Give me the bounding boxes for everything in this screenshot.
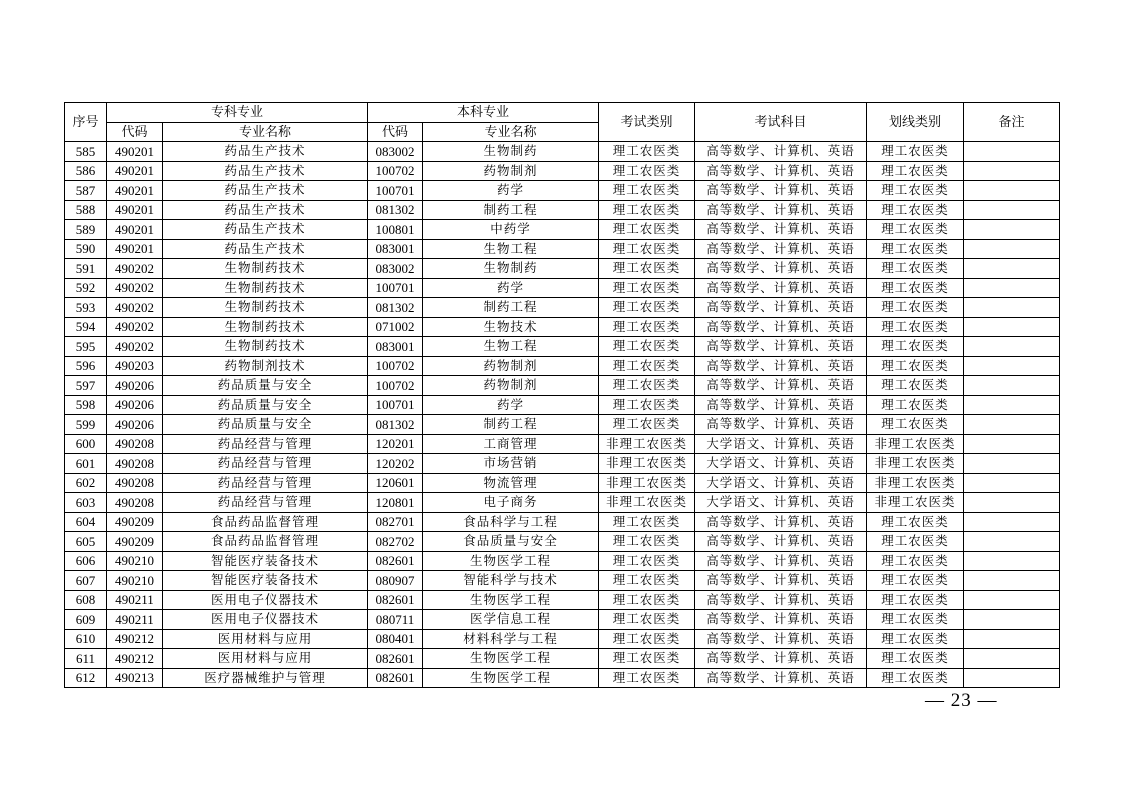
- cell-specialty-name: 智能医疗装备技术: [163, 571, 368, 591]
- cell-line-category: 理工农医类: [867, 259, 964, 279]
- cell-specialty-code: 490202: [107, 317, 163, 337]
- cell-remarks: [964, 610, 1060, 630]
- cell-exam-category: 理工农医类: [599, 532, 695, 552]
- cell-specialty-code: 490202: [107, 259, 163, 279]
- cell-line-category: 非理工农医类: [867, 434, 964, 454]
- cell-seq: 596: [65, 356, 107, 376]
- cell-undergrad-name: 生物制药: [423, 142, 599, 162]
- cell-seq: 586: [65, 161, 107, 181]
- cell-seq: 597: [65, 376, 107, 396]
- cell-seq: 609: [65, 610, 107, 630]
- cell-specialty-name: 医用材料与应用: [163, 629, 368, 649]
- cell-exam-category: 理工农医类: [599, 181, 695, 201]
- cell-specialty-name: 药品生产技术: [163, 200, 368, 220]
- cell-undergrad-code: 081302: [368, 200, 423, 220]
- cell-exam-subjects: 高等数学、计算机、英语: [695, 376, 867, 396]
- cell-specialty-name: 生物制药技术: [163, 278, 368, 298]
- cell-undergrad-name: 药学: [423, 395, 599, 415]
- cell-line-category: 理工农医类: [867, 142, 964, 162]
- cell-line-category: 理工农医类: [867, 649, 964, 669]
- cell-exam-subjects: 高等数学、计算机、英语: [695, 239, 867, 259]
- cell-exam-subjects: 大学语文、计算机、英语: [695, 473, 867, 493]
- table-row: [65, 668, 1060, 688]
- cell-exam-category: 理工农医类: [599, 610, 695, 630]
- cell-seq: 603: [65, 493, 107, 513]
- cell-undergrad-code: 083002: [368, 142, 423, 162]
- cell-exam-subjects: 高等数学、计算机、英语: [695, 161, 867, 181]
- cell-line-category: 理工农医类: [867, 415, 964, 435]
- cell-exam-subjects: 高等数学、计算机、英语: [695, 415, 867, 435]
- cell-exam-category: 理工农医类: [599, 161, 695, 181]
- cell-remarks: [964, 649, 1060, 669]
- cell-undergrad-name: 生物医学工程: [423, 649, 599, 669]
- cell-remarks: [964, 356, 1060, 376]
- cell-exam-subjects: 高等数学、计算机、英语: [695, 649, 867, 669]
- cell-specialty-name: 药品经营与管理: [163, 473, 368, 493]
- cell-undergrad-name: 药学: [423, 181, 599, 201]
- cell-remarks: [964, 629, 1060, 649]
- cell-undergrad-code: 082701: [368, 512, 423, 532]
- cell-undergrad-code: 100701: [368, 278, 423, 298]
- cell-seq: 605: [65, 532, 107, 552]
- table-row: [65, 200, 1060, 220]
- cell-exam-subjects: 高等数学、计算机、英语: [695, 317, 867, 337]
- cell-remarks: [964, 473, 1060, 493]
- cell-seq: 585: [65, 142, 107, 162]
- cell-exam-subjects: 高等数学、计算机、英语: [695, 298, 867, 318]
- cell-exam-subjects: 高等数学、计算机、英语: [695, 395, 867, 415]
- cell-exam-category: 理工农医类: [599, 668, 695, 688]
- cell-remarks: [964, 395, 1060, 415]
- cell-line-category: 理工农医类: [867, 571, 964, 591]
- cell-undergrad-name: 药物制剂: [423, 161, 599, 181]
- cell-undergrad-code: 081302: [368, 415, 423, 435]
- cell-remarks: [964, 512, 1060, 532]
- cell-specialty-name: 医用电子仪器技术: [163, 590, 368, 610]
- cell-undergrad-name: 工商管理: [423, 434, 599, 454]
- cell-line-category: 理工农医类: [867, 532, 964, 552]
- cell-remarks: [964, 220, 1060, 240]
- major-mapping-table: [64, 102, 1060, 688]
- cell-specialty-code: 490202: [107, 278, 163, 298]
- table-row: [65, 278, 1060, 298]
- header-undergrad-name: 专业名称: [423, 123, 599, 142]
- cell-exam-category: 非理工农医类: [599, 473, 695, 493]
- cell-seq: 602: [65, 473, 107, 493]
- cell-remarks: [964, 259, 1060, 279]
- header-specialty-name: 专业名称: [163, 123, 368, 142]
- cell-exam-category: 理工农医类: [599, 649, 695, 669]
- cell-exam-category: 理工农医类: [599, 356, 695, 376]
- cell-seq: 590: [65, 239, 107, 259]
- cell-exam-subjects: 高等数学、计算机、英语: [695, 668, 867, 688]
- cell-remarks: [964, 142, 1060, 162]
- table-row: [65, 356, 1060, 376]
- cell-line-category: 理工农医类: [867, 298, 964, 318]
- cell-specialty-code: 490201: [107, 161, 163, 181]
- header-line-category: 划线类别: [867, 103, 964, 142]
- table-row: [65, 337, 1060, 357]
- table-row: [65, 317, 1060, 337]
- cell-undergrad-name: 制药工程: [423, 200, 599, 220]
- cell-undergrad-code: 080401: [368, 629, 423, 649]
- cell-undergrad-code: 083001: [368, 239, 423, 259]
- table-row: [65, 415, 1060, 435]
- cell-undergrad-name: 生物工程: [423, 239, 599, 259]
- cell-specialty-name: 药品经营与管理: [163, 454, 368, 474]
- cell-specialty-name: 智能医疗装备技术: [163, 551, 368, 571]
- cell-undergrad-code: 071002: [368, 317, 423, 337]
- cell-line-category: 理工农医类: [867, 610, 964, 630]
- cell-exam-category: 理工农医类: [599, 590, 695, 610]
- cell-undergrad-name: 市场营销: [423, 454, 599, 474]
- cell-specialty-code: 490201: [107, 181, 163, 201]
- cell-line-category: 理工农医类: [867, 590, 964, 610]
- table-row: [65, 239, 1060, 259]
- cell-exam-category: 理工农医类: [599, 278, 695, 298]
- cell-seq: 595: [65, 337, 107, 357]
- cell-specialty-code: 490206: [107, 395, 163, 415]
- cell-undergrad-name: 食品质量与安全: [423, 532, 599, 552]
- cell-specialty-name: 药品质量与安全: [163, 415, 368, 435]
- cell-specialty-name: 药品生产技术: [163, 161, 368, 181]
- cell-exam-category: 理工农医类: [599, 337, 695, 357]
- cell-specialty-name: 食品药品监督管理: [163, 512, 368, 532]
- cell-undergrad-name: 生物医学工程: [423, 551, 599, 571]
- table-row: [65, 649, 1060, 669]
- cell-seq: 591: [65, 259, 107, 279]
- cell-exam-category: 理工农医类: [599, 512, 695, 532]
- table-row: [65, 512, 1060, 532]
- cell-undergrad-name: 制药工程: [423, 415, 599, 435]
- table-row: [65, 532, 1060, 552]
- cell-specialty-name: 医疗器械维护与管理: [163, 668, 368, 688]
- cell-exam-subjects: 高等数学、计算机、英语: [695, 610, 867, 630]
- cell-specialty-name: 生物制药技术: [163, 259, 368, 279]
- cell-specialty-code: 490210: [107, 571, 163, 591]
- cell-undergrad-name: 药物制剂: [423, 376, 599, 396]
- cell-line-category: 理工农医类: [867, 181, 964, 201]
- cell-undergrad-code: 080711: [368, 610, 423, 630]
- cell-specialty-name: 医用材料与应用: [163, 649, 368, 669]
- cell-specialty-name: 生物制药技术: [163, 317, 368, 337]
- cell-remarks: [964, 571, 1060, 591]
- cell-specialty-code: 490211: [107, 590, 163, 610]
- table-row: [65, 493, 1060, 513]
- header-seq: 序号: [65, 103, 107, 142]
- table-row: [65, 610, 1060, 630]
- header-undergrad-code: 代码: [368, 123, 423, 142]
- cell-line-category: 理工农医类: [867, 278, 964, 298]
- cell-specialty-code: 490209: [107, 532, 163, 552]
- cell-line-category: 理工农医类: [867, 200, 964, 220]
- cell-undergrad-name: 生物医学工程: [423, 590, 599, 610]
- cell-undergrad-code: 082601: [368, 551, 423, 571]
- cell-exam-category: 理工农医类: [599, 395, 695, 415]
- cell-seq: 604: [65, 512, 107, 532]
- cell-exam-category: 非理工农医类: [599, 493, 695, 513]
- cell-specialty-name: 药品质量与安全: [163, 376, 368, 396]
- cell-seq: 612: [65, 668, 107, 688]
- header-specialty-code: 代码: [107, 123, 163, 142]
- cell-specialty-code: 490212: [107, 629, 163, 649]
- cell-undergrad-code: 120801: [368, 493, 423, 513]
- cell-line-category: 理工农医类: [867, 337, 964, 357]
- cell-exam-category: 理工农医类: [599, 200, 695, 220]
- cell-specialty-name: 药物制剂技术: [163, 356, 368, 376]
- cell-exam-subjects: 大学语文、计算机、英语: [695, 434, 867, 454]
- cell-specialty-code: 490201: [107, 220, 163, 240]
- cell-remarks: [964, 434, 1060, 454]
- cell-line-category: 理工农医类: [867, 220, 964, 240]
- cell-undergrad-code: 100702: [368, 356, 423, 376]
- cell-specialty-name: 医用电子仪器技术: [163, 610, 368, 630]
- cell-undergrad-code: 082601: [368, 590, 423, 610]
- cell-seq: 588: [65, 200, 107, 220]
- cell-specialty-code: 490209: [107, 512, 163, 532]
- cell-undergrad-code: 120202: [368, 454, 423, 474]
- cell-seq: 600: [65, 434, 107, 454]
- table-row: [65, 434, 1060, 454]
- table-row: [65, 551, 1060, 571]
- cell-remarks: [964, 278, 1060, 298]
- cell-remarks: [964, 317, 1060, 337]
- table-row: [65, 395, 1060, 415]
- table-body: [65, 142, 1060, 688]
- cell-specialty-code: 490208: [107, 434, 163, 454]
- cell-undergrad-code: 082702: [368, 532, 423, 552]
- cell-exam-category: 理工农医类: [599, 317, 695, 337]
- cell-line-category: 理工农医类: [867, 668, 964, 688]
- cell-undergrad-code: 100702: [368, 161, 423, 181]
- cell-exam-subjects: 高等数学、计算机、英语: [695, 142, 867, 162]
- cell-exam-subjects: 高等数学、计算机、英语: [695, 278, 867, 298]
- cell-remarks: [964, 181, 1060, 201]
- cell-undergrad-code: 083001: [368, 337, 423, 357]
- table-row: [65, 376, 1060, 396]
- cell-specialty-code: 490202: [107, 337, 163, 357]
- cell-remarks: [964, 376, 1060, 396]
- cell-undergrad-name: 生物制药: [423, 259, 599, 279]
- cell-seq: 611: [65, 649, 107, 669]
- cell-exam-category: 理工农医类: [599, 629, 695, 649]
- cell-remarks: [964, 415, 1060, 435]
- cell-seq: 610: [65, 629, 107, 649]
- cell-specialty-code: 490213: [107, 668, 163, 688]
- cell-specialty-name: 食品药品监督管理: [163, 532, 368, 552]
- cell-seq: 593: [65, 298, 107, 318]
- cell-specialty-name: 药品经营与管理: [163, 434, 368, 454]
- cell-undergrad-name: 药学: [423, 278, 599, 298]
- cell-exam-subjects: 高等数学、计算机、英语: [695, 571, 867, 591]
- cell-specialty-name: 生物制药技术: [163, 337, 368, 357]
- cell-specialty-code: 490201: [107, 142, 163, 162]
- cell-line-category: 理工农医类: [867, 629, 964, 649]
- cell-exam-subjects: 高等数学、计算机、英语: [695, 590, 867, 610]
- cell-seq: 592: [65, 278, 107, 298]
- cell-undergrad-name: 药物制剂: [423, 356, 599, 376]
- header-remarks: 备注: [964, 103, 1060, 142]
- cell-remarks: [964, 454, 1060, 474]
- cell-undergrad-code: 082601: [368, 649, 423, 669]
- table-row: [65, 259, 1060, 279]
- cell-line-category: 非理工农医类: [867, 493, 964, 513]
- cell-undergrad-name: 生物医学工程: [423, 668, 599, 688]
- cell-undergrad-name: 电子商务: [423, 493, 599, 513]
- cell-specialty-code: 490203: [107, 356, 163, 376]
- cell-specialty-code: 490202: [107, 298, 163, 318]
- cell-undergrad-name: 中药学: [423, 220, 599, 240]
- page-number: — 23 —: [925, 690, 998, 711]
- cell-exam-category: 理工农医类: [599, 571, 695, 591]
- cell-exam-category: 理工农医类: [599, 239, 695, 259]
- table-row: [65, 454, 1060, 474]
- table-row: [65, 571, 1060, 591]
- cell-undergrad-code: 100801: [368, 220, 423, 240]
- cell-line-category: 理工农医类: [867, 239, 964, 259]
- cell-undergrad-code: 100701: [368, 181, 423, 201]
- cell-exam-subjects: 高等数学、计算机、英语: [695, 356, 867, 376]
- cell-undergrad-name: 食品科学与工程: [423, 512, 599, 532]
- cell-exam-category: 理工农医类: [599, 551, 695, 571]
- cell-exam-subjects: 高等数学、计算机、英语: [695, 337, 867, 357]
- table-row: [65, 220, 1060, 240]
- cell-seq: 598: [65, 395, 107, 415]
- cell-seq: 594: [65, 317, 107, 337]
- cell-seq: 606: [65, 551, 107, 571]
- cell-exam-subjects: 高等数学、计算机、英语: [695, 200, 867, 220]
- cell-specialty-code: 490208: [107, 454, 163, 474]
- cell-specialty-code: 490201: [107, 200, 163, 220]
- table-row: [65, 473, 1060, 493]
- cell-exam-category: 理工农医类: [599, 415, 695, 435]
- cell-remarks: [964, 239, 1060, 259]
- cell-undergrad-code: 120601: [368, 473, 423, 493]
- header-exam-subjects: 考试科目: [695, 103, 867, 142]
- cell-remarks: [964, 200, 1060, 220]
- cell-specialty-name: 药品生产技术: [163, 181, 368, 201]
- cell-specialty-name: 药品质量与安全: [163, 395, 368, 415]
- table-row: [65, 629, 1060, 649]
- cell-undergrad-name: 物流管理: [423, 473, 599, 493]
- cell-seq: 587: [65, 181, 107, 201]
- cell-remarks: [964, 668, 1060, 688]
- cell-undergrad-name: 制药工程: [423, 298, 599, 318]
- cell-exam-subjects: 高等数学、计算机、英语: [695, 532, 867, 552]
- table-row: [65, 161, 1060, 181]
- cell-specialty-code: 490206: [107, 415, 163, 435]
- cell-specialty-name: 药品生产技术: [163, 220, 368, 240]
- cell-remarks: [964, 551, 1060, 571]
- header-exam-category: 考试类别: [599, 103, 695, 142]
- cell-undergrad-name: 医学信息工程: [423, 610, 599, 630]
- cell-specialty-code: 490212: [107, 649, 163, 669]
- cell-remarks: [964, 161, 1060, 181]
- cell-line-category: 理工农医类: [867, 512, 964, 532]
- header-specialty: 专科专业: [107, 103, 368, 123]
- cell-line-category: 非理工农医类: [867, 454, 964, 474]
- cell-undergrad-code: 082601: [368, 668, 423, 688]
- cell-exam-category: 非理工农医类: [599, 454, 695, 474]
- cell-specialty-name: 药品生产技术: [163, 142, 368, 162]
- cell-specialty-code: 490208: [107, 473, 163, 493]
- table-row: [65, 142, 1060, 162]
- cell-remarks: [964, 590, 1060, 610]
- cell-line-category: 非理工农医类: [867, 473, 964, 493]
- cell-remarks: [964, 298, 1060, 318]
- cell-seq: 601: [65, 454, 107, 474]
- cell-exam-subjects: 高等数学、计算机、英语: [695, 512, 867, 532]
- cell-exam-category: 理工农医类: [599, 220, 695, 240]
- cell-exam-subjects: 高等数学、计算机、英语: [695, 259, 867, 279]
- cell-line-category: 理工农医类: [867, 376, 964, 396]
- cell-line-category: 理工农医类: [867, 161, 964, 181]
- cell-remarks: [964, 493, 1060, 513]
- cell-specialty-code: 490210: [107, 551, 163, 571]
- cell-line-category: 理工农医类: [867, 395, 964, 415]
- cell-undergrad-code: 081302: [368, 298, 423, 318]
- cell-undergrad-name: 材料科学与工程: [423, 629, 599, 649]
- cell-exam-category: 非理工农医类: [599, 434, 695, 454]
- header-undergrad: 本科专业: [368, 103, 599, 123]
- cell-undergrad-code: 100702: [368, 376, 423, 396]
- cell-exam-subjects: 高等数学、计算机、英语: [695, 629, 867, 649]
- cell-exam-category: 理工农医类: [599, 259, 695, 279]
- cell-remarks: [964, 532, 1060, 552]
- cell-specialty-code: 490201: [107, 239, 163, 259]
- cell-exam-subjects: 高等数学、计算机、英语: [695, 220, 867, 240]
- cell-specialty-name: 药品生产技术: [163, 239, 368, 259]
- table-row: [65, 590, 1060, 610]
- cell-exam-category: 理工农医类: [599, 376, 695, 396]
- cell-line-category: 理工农医类: [867, 317, 964, 337]
- cell-undergrad-code: 083002: [368, 259, 423, 279]
- cell-exam-category: 理工农医类: [599, 298, 695, 318]
- cell-specialty-code: 490208: [107, 493, 163, 513]
- cell-specialty-code: 490211: [107, 610, 163, 630]
- cell-specialty-name: 生物制药技术: [163, 298, 368, 318]
- cell-undergrad-code: 080907: [368, 571, 423, 591]
- cell-undergrad-code: 100701: [368, 395, 423, 415]
- cell-exam-subjects: 高等数学、计算机、英语: [695, 181, 867, 201]
- cell-undergrad-name: 智能科学与技术: [423, 571, 599, 591]
- cell-specialty-name: 药品经营与管理: [163, 493, 368, 513]
- cell-exam-category: 理工农医类: [599, 142, 695, 162]
- cell-exam-subjects: 高等数学、计算机、英语: [695, 551, 867, 571]
- cell-specialty-code: 490206: [107, 376, 163, 396]
- cell-seq: 589: [65, 220, 107, 240]
- cell-remarks: [964, 337, 1060, 357]
- cell-line-category: 理工农医类: [867, 551, 964, 571]
- cell-line-category: 理工农医类: [867, 356, 964, 376]
- cell-exam-subjects: 大学语文、计算机、英语: [695, 454, 867, 474]
- cell-seq: 599: [65, 415, 107, 435]
- cell-seq: 608: [65, 590, 107, 610]
- table-row: [65, 181, 1060, 201]
- cell-undergrad-name: 生物工程: [423, 337, 599, 357]
- cell-seq: 607: [65, 571, 107, 591]
- table-row: [65, 298, 1060, 318]
- cell-exam-subjects: 大学语文、计算机、英语: [695, 493, 867, 513]
- cell-undergrad-name: 生物技术: [423, 317, 599, 337]
- cell-undergrad-code: 120201: [368, 434, 423, 454]
